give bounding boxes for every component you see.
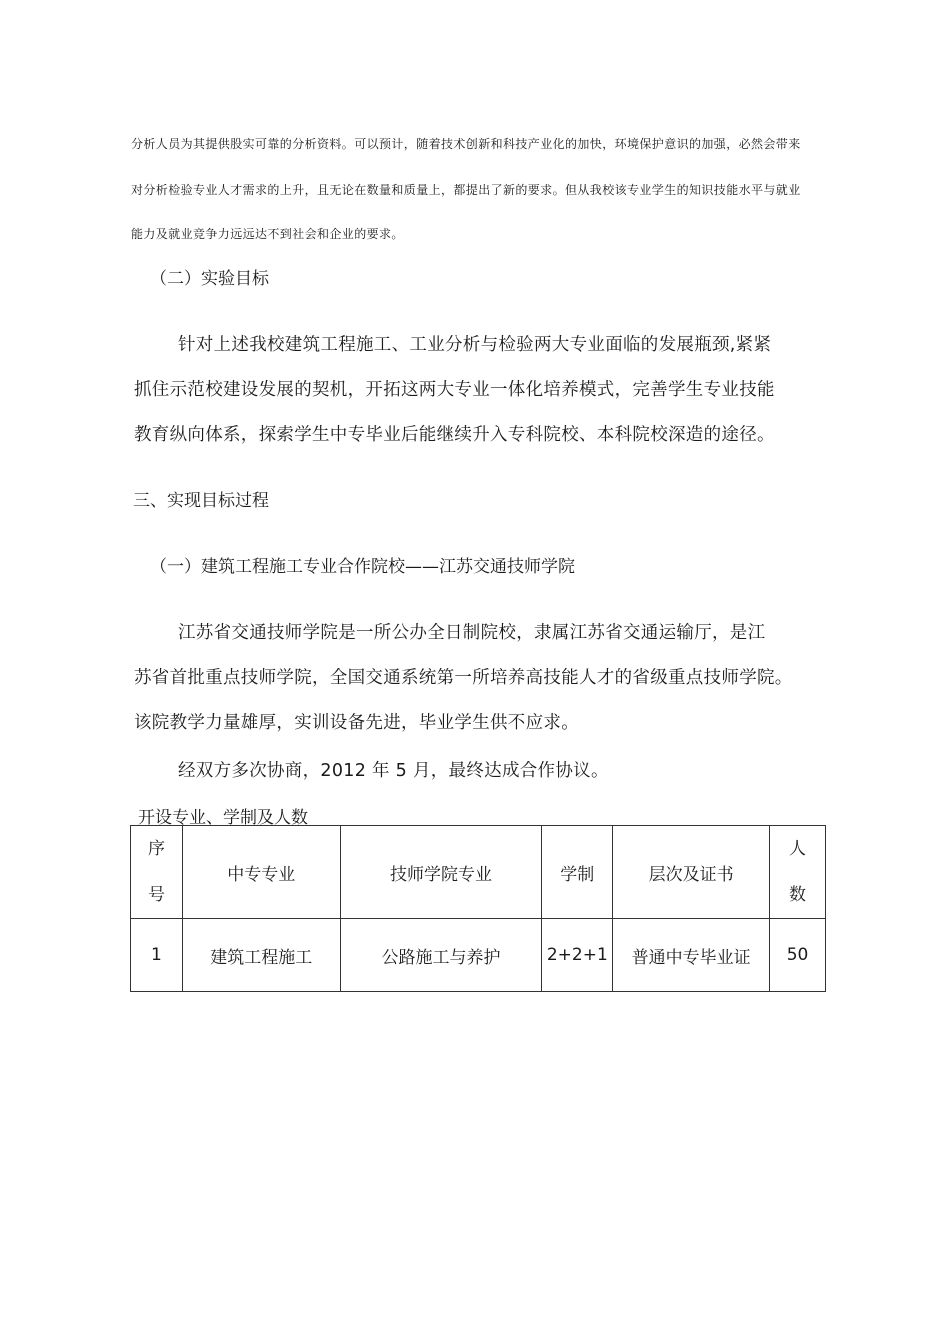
agreement-sentence: 经双方多次协商，2012 年 5 月，最终达成合作协议。 <box>178 761 609 781</box>
header-count-char-2: 数 <box>789 885 806 905</box>
section-heading-experiment-goal: （二）实验目标 <box>150 269 269 289</box>
cell-seq: 1 <box>131 919 183 992</box>
cell-count: 50 <box>770 919 826 992</box>
header-level: 层次及证书 <box>613 826 770 919</box>
intro-line-3: 能力及就业竞争力远远达不到社会和企业的要求。 <box>131 227 404 241</box>
goal-paragraph-line-1: 针对上述我校建筑工程施工、工业分析与检验两大专业面临的发展瓶颈,紧紧 <box>178 335 772 355</box>
header-seq-char-1: 序 <box>147 839 165 859</box>
partner-paragraph-line-1: 江苏省交通技师学院是一所公办全日制院校，隶属江苏省交通运输厅，是江 <box>178 623 766 643</box>
table-header-row <box>131 826 826 919</box>
intro-line-1: 分析人员为其提供股实可靠的分析资料。可以预计，随着技术创新和科技产业化的加快，环境保护意识的加强，必然会带来 <box>131 137 801 151</box>
partner-paragraph-line-3: 该院教学力量雄厚，实训设备先进，毕业学生供不应求。 <box>134 713 579 733</box>
cell-major: 建筑工程施工 <box>182 919 340 992</box>
program-table <box>130 825 826 992</box>
goal-paragraph-line-2: 抓住示范校建设发展的契机，开拓这两大专业一体化培养模式，完善学生专业技能 <box>134 380 775 400</box>
cell-level: 普通中专毕业证 <box>613 919 770 992</box>
header-college-major: 技师学院专业 <box>340 826 542 919</box>
table-caption: 开设专业、学制及人数 <box>138 808 308 828</box>
subsection-heading-partner: （一）建筑工程施工专业合作院校——江苏交通技师学院 <box>150 557 575 577</box>
cell-system: 2+2+1 <box>542 919 613 992</box>
partner-paragraph-line-2: 苏省首批重点技师学院，全国交通系统第一所培养高技能人才的省级重点技师学院。 <box>134 668 793 688</box>
header-major: 中专专业 <box>182 826 340 919</box>
header-count-char-1: 人 <box>789 839 806 859</box>
intro-line-2: 对分析检验专业人才需求的上升，且无论在数量和质量上，都提出了新的要求。但从我校该专业学生的知识技能水平与就业 <box>131 183 801 197</box>
goal-paragraph-line-3: 教育纵向体系，探索学生中专毕业后能继续升入专科院校、本科院校深造的途径。 <box>134 425 775 445</box>
cell-college-major: 公路施工与养护 <box>340 919 542 992</box>
header-seq <box>131 826 183 919</box>
table-row <box>131 919 826 992</box>
header-system: 学制 <box>542 826 613 919</box>
header-count <box>770 826 826 919</box>
section-heading-process: 三、实现目标过程 <box>133 491 269 511</box>
header-seq-char-2: 号 <box>147 885 165 905</box>
